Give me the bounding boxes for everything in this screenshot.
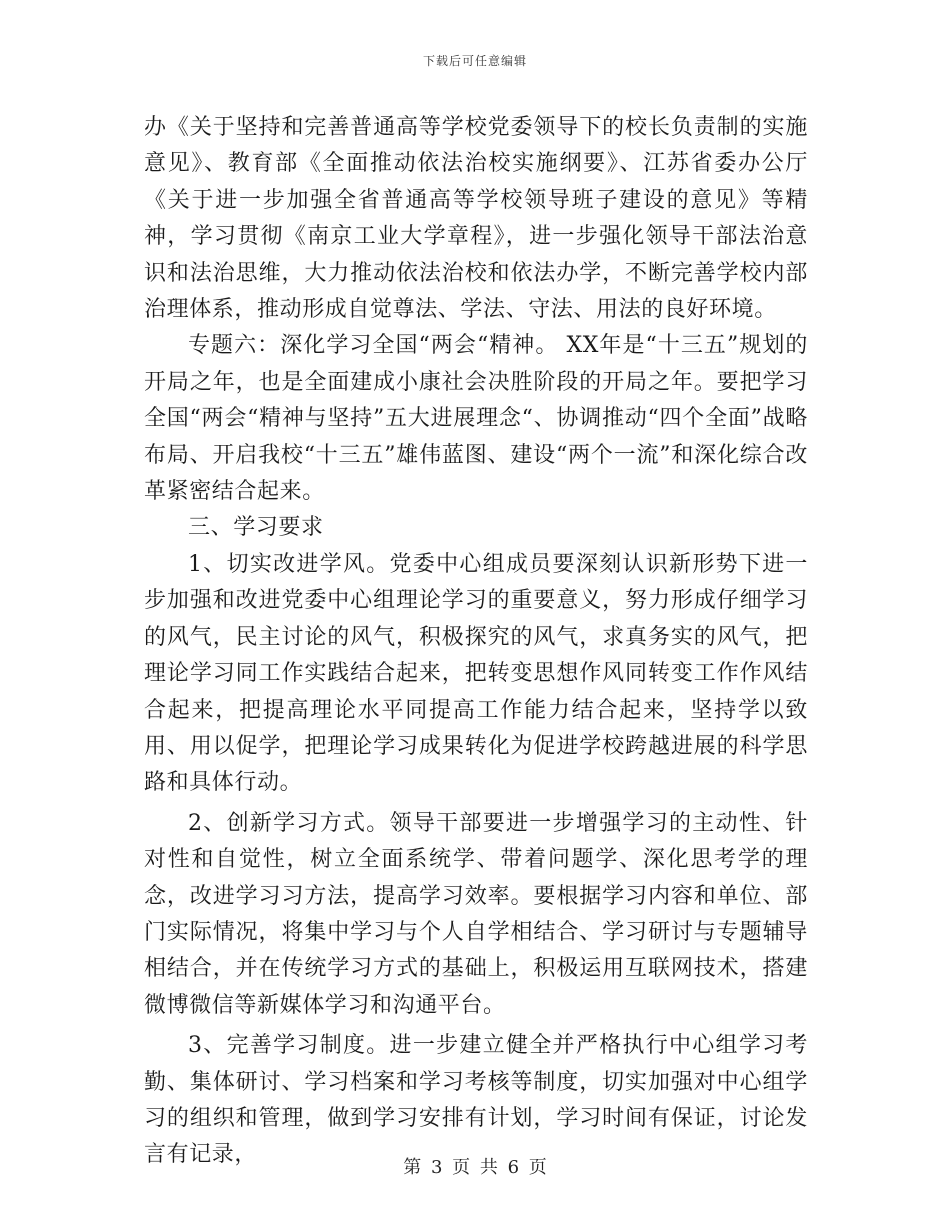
paragraph-continued: 办《关于坚持和完善普通高等学校党委领导下的校长负责制的实施意见》、教育部《全面推动依法治校实施纲要》、江苏省委办公厅《关于进一步加强全省普通高等学校领导班子建设的意见》等精神，学习贯彻《南京工业大学章程》，进一步强化领导干部法治意识和法治思维，大力推动依法治校和依法办学，不断完善学校内部治理体系，推动形成自觉尊法、学法、守法、用法的良好环境。 [144,115,808,323]
page-header: 下载后可任意编辑 [422,54,527,68]
paragraph-requirement-1: 1、切实改进学风。党委中心组成员要深刻认识新形势下进一步加强和改进党委中心组理论学习的重要意义，努力形成仔细学习的风气，民主讨论的风气，积极探究的风气，求真务实的风气，把理论学习同工作实践结合起来，把转变思想作风同转变工作作风结合起来，把提高理论水平同提高工作能力结合起来，坚持学以致用、用以促学，把理论学习成果转化为促进学校跨越进展的科学思路和具体行动。 [144,551,808,796]
section-heading-study-requirements: 三、学习要求 [188,515,324,541]
paragraph-requirement-3: 3、完善学习制度。进一步建立健全并严格执行中心组学习考勤、集体研讨、学习档案和学习考核等制度，切实加强对中心组学习的组织和管理，做到学习安排有计划，学习时间有保证，讨论发言有记录， [144,1033,808,1168]
document-body [144,110,808,1174]
paragraph-topic-six: 专题六：深化学习全国“两会“精神。 XX年是“十三五”规划的开局之年，也是全面建成小康社会决胜阶段的开局之年。要把学习全国“两会“精神与坚持”五大进展理念“、协调推动“四个全面”战略布局、开启我校“十三五”雄伟蓝图、建设“两个一流”和深化综合改革紧密结合起来。 [144,333,808,505]
paragraph-requirement-2: 2、创新学习方式。领导干部要进一步增强学习的主动性、针对性和自觉性，树立全面系统学、带着问题学、深化思考学的理念，改进学习习方法，提高学习效率。要根据学习内容和单位、部门实际情况，将集中学习与个人自学相结合、学习研讨与专题辅导相结合，并在传统学习方式的基础上，积极运用互联网技术，搭建微博微信等新媒体学习和沟通平台。 [144,810,808,1018]
page-number-footer: 第 3 页 共 6 页 [403,1157,547,1178]
